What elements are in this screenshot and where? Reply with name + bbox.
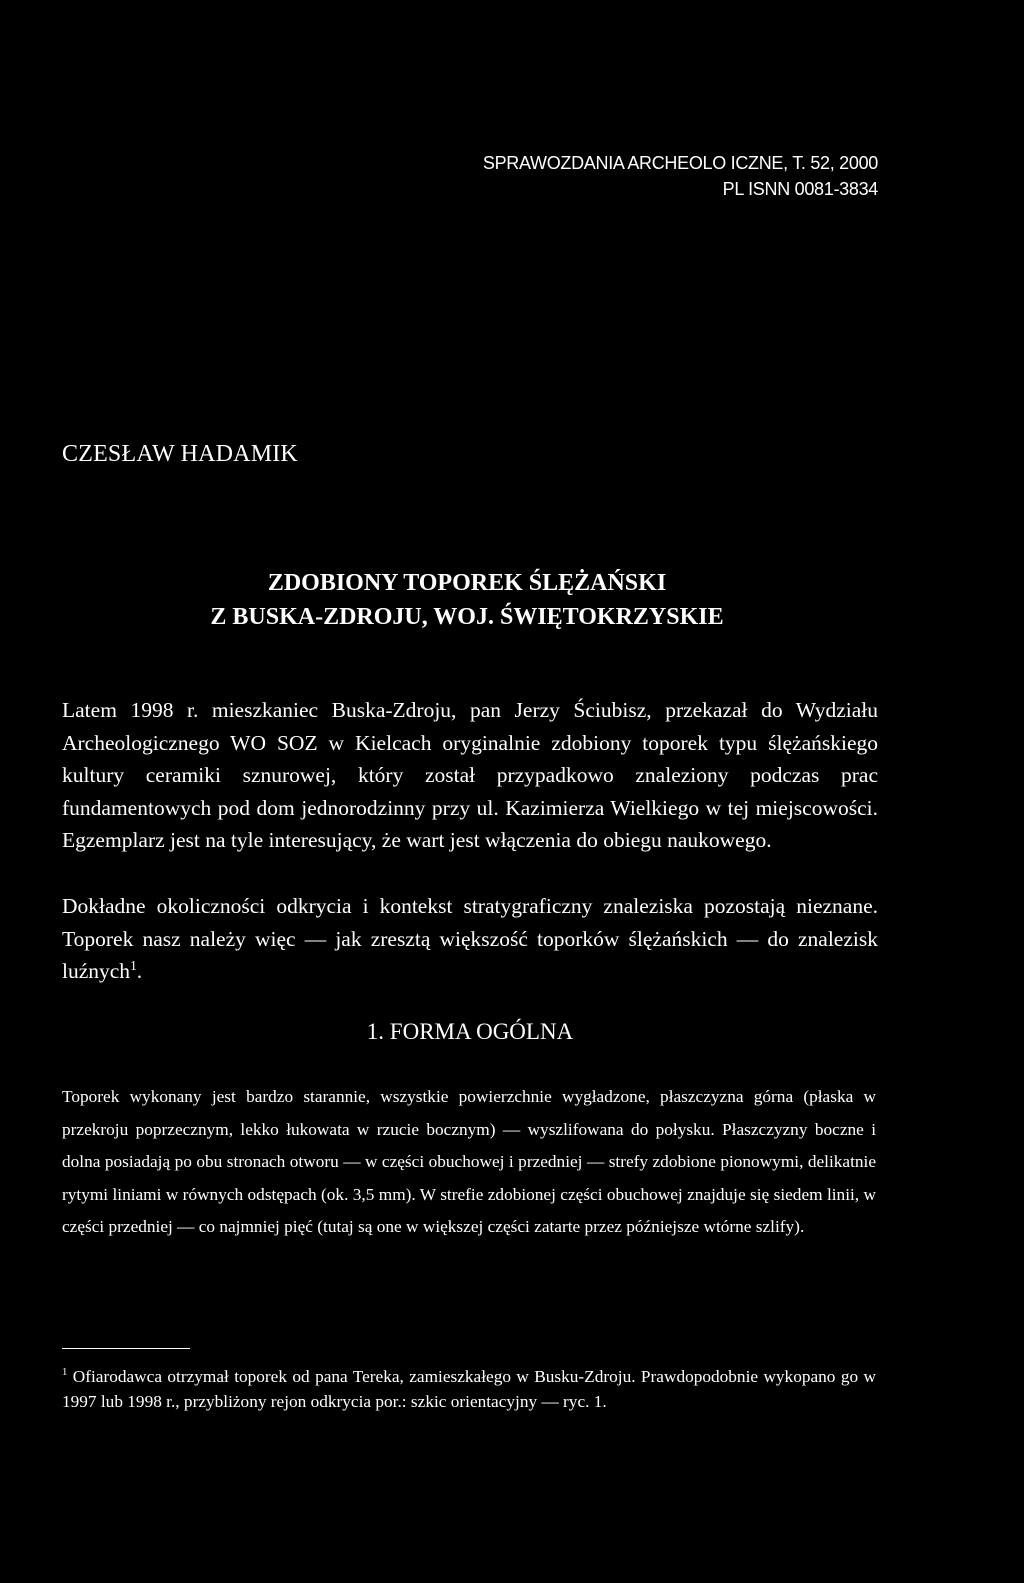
paragraph-2-body (62, 890, 878, 988)
paragraph-1-text: Latem 1998 r. mieszkaniec Buska-Zdroju, pan Jerzy Ściubisz, przekazał do Wydziału Archeologicznego WO SOZ w Kielcach oryginalnie zdobiony toporek typu ślężańskiego kultury ceramiki sznurowej, który został przypadkowo znaleziony podczas prac fundamentowych pod dom jednorodzinny przy ul. Kazimierza Wielkiego w tej miejscowości. Egzemplarz jest na tyle interesujący, że wart jest włączenia do obiegu naukowego. (62, 698, 878, 852)
journal-title-line: SPRAWOZDANIA ARCHEOLO ICZNE, T. 52, 2000 (482, 153, 878, 173)
paragraph-2-end: . (136, 959, 143, 983)
article-title (62, 566, 872, 634)
footnote-reference[interactable]: 1 (130, 957, 137, 973)
paragraph-1 (62, 694, 878, 857)
footnote-text: Ofiarodawca otrzymał toporek od pana Tereka, zamieszkałego w Busku-Zdroju. Prawdopodobnie wykopano go w 1997 lub 1998 r., przybliżony rejon odkrycia por.: szkic orientacyjny — ryc. 1. (62, 1367, 876, 1411)
title-line-1: ZDOBIONY TOPOREK ŚLĘŻAŃSKI (267, 570, 667, 596)
footnote (62, 1364, 876, 1414)
title-line-2: Z BUSKA-ZDROJU, WOJ. ŚWIĘTOKRZYSKIE (210, 604, 724, 630)
section-heading: 1. FORMA OGÓLNA (366, 1019, 574, 1044)
paragraph-2-text: Dokładne okoliczności odkrycia i kontekst stratygraficzny znaleziska pozostają nieznane. Toporek nasz należy więc — jak zresztą większość toporków ślężańskich — do znalezisk luźnych (62, 894, 878, 983)
author-name: CZESŁAW HADAMIK (62, 441, 298, 467)
section-text: Toporek wykonany jest bardzo starannie, wszystkie powierzchnie wygładzone, płaszczyzna górna (płaska w przekroju poprzecznym, lekko łukowata w rzucie bocznym) — wyszlifowana do połysku. Płaszczyzny boczne i dolna posiadają po obu stronach otworu — w części obuchowej i przedniej — strefy zdobione pionowymi, delikatnie rytymi liniami w równych odstępach (ok. 3,5 mm). W strefie zdobionej części obuchowej znajduje się siedem linii, w części przedniej — co najmniej pięć (tutaj są one w większej części zatarte przez późniejsze wtórne szlify). (62, 1087, 876, 1236)
issn-line: PL ISNN 0081-3834 (722, 179, 878, 199)
footnote-number: 1 (62, 1366, 68, 1379)
paragraph-2 (62, 890, 878, 988)
journal-header (483, 150, 878, 202)
footnote-divider (62, 1348, 190, 1349)
